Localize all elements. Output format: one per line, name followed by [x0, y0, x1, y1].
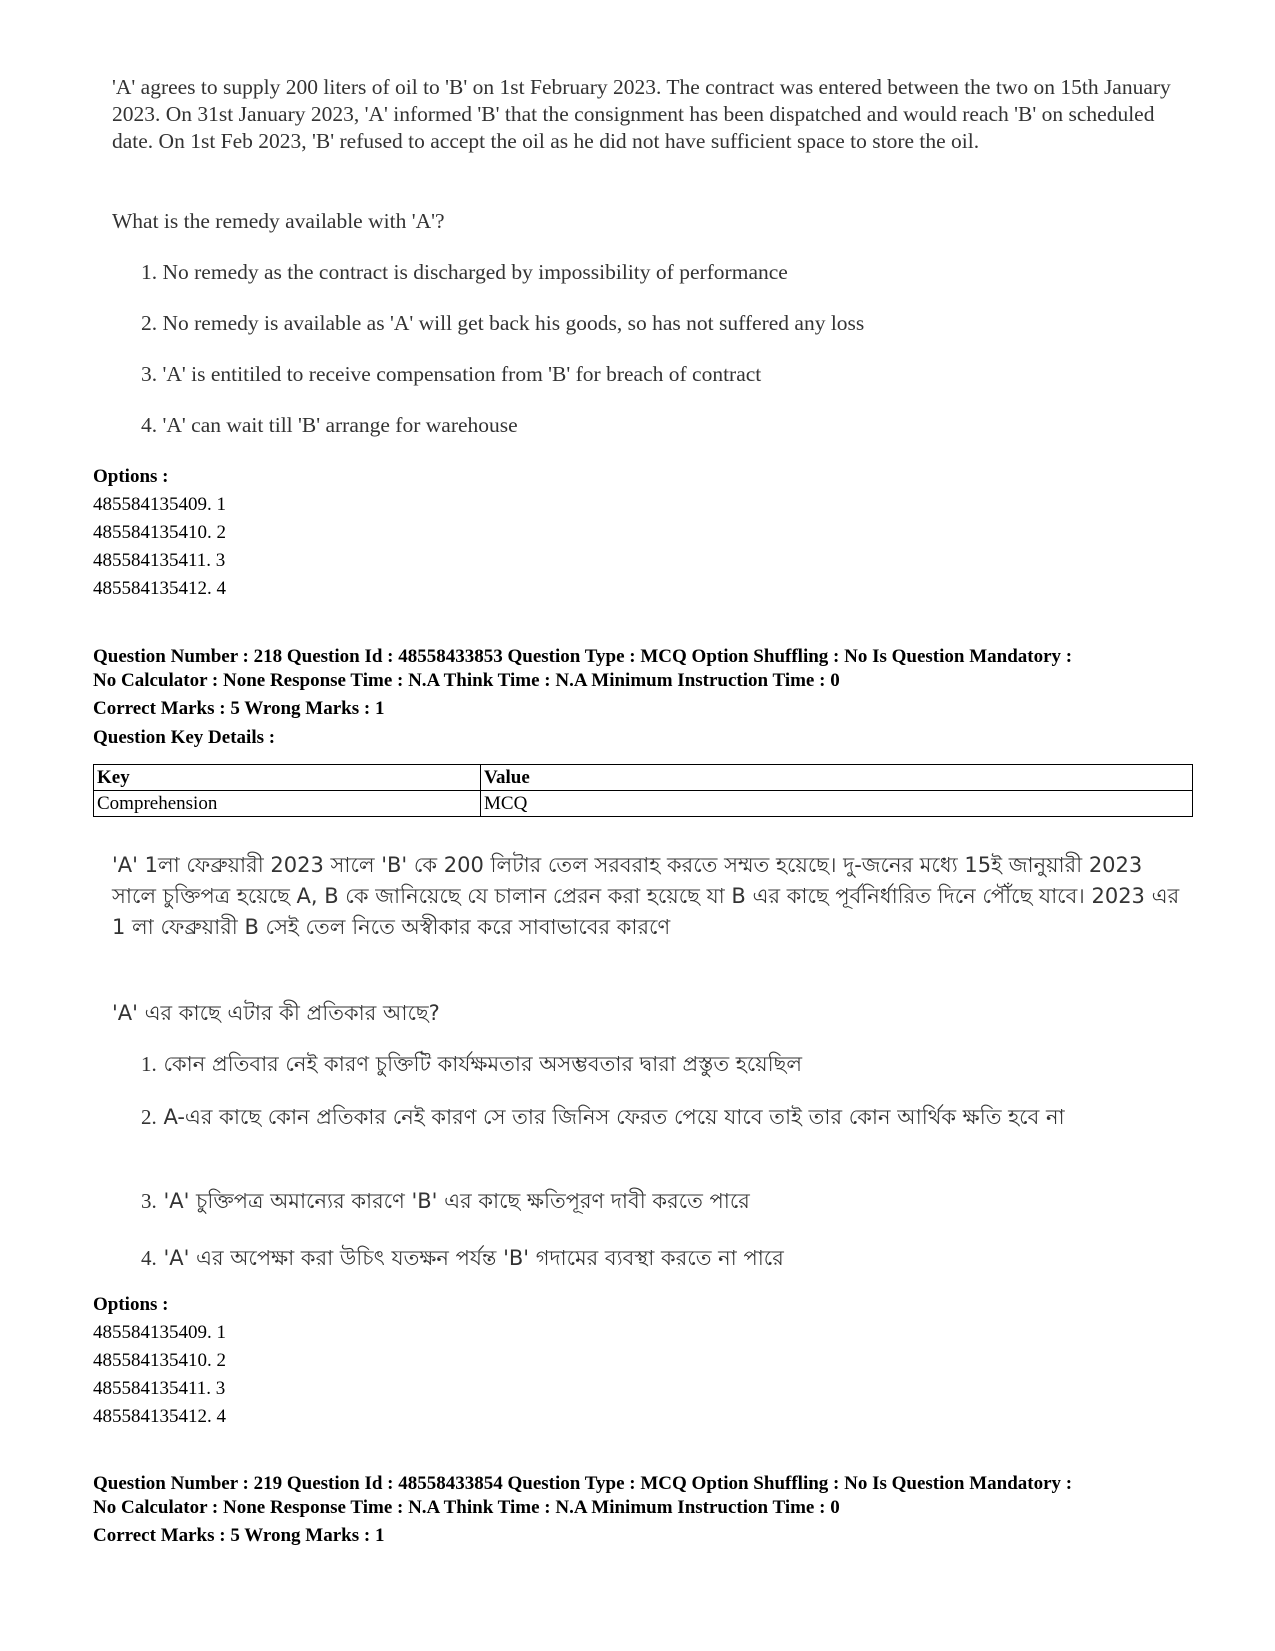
question-marks: Correct Marks : 5 Wrong Marks : 1	[93, 698, 385, 719]
table-header-value: Value	[481, 765, 1193, 791]
option-id-line: 485584135412. 4	[93, 1406, 226, 1427]
bengali-option-2	[141, 1102, 1171, 1133]
question-meta-line: Question Number : 218 Question Id : 48558433853 Question Type : MCQ Option Shuffling : No Is Question Mandatory :	[93, 646, 1073, 667]
english-option-2: 2. No remedy is available as 'A' will get back his goods, so has not suffered any loss	[141, 311, 865, 335]
option-text: কোন প্রতিবার নেই কারণ চুক্তিটি কার্যক্ষমতার অসম্ভবতার দ্বারা প্রস্তুত হয়েছিল	[163, 1052, 802, 1076]
table-header-row	[94, 765, 1193, 791]
english-option-1: 1. No remedy as the contract is discharged by impossibility of performance	[141, 260, 788, 284]
english-question-prompt: What is the remedy available with 'A'?	[112, 209, 445, 233]
question-meta-line: Question Number : 219 Question Id : 48558433854 Question Type : MCQ Option Shuffling : No Is Question Mandatory :	[93, 1473, 1073, 1494]
option-id-line: 485584135410. 2	[93, 1350, 226, 1371]
options-heading: Options :	[93, 1294, 169, 1315]
options-heading: Options :	[93, 466, 169, 487]
bengali-option-1	[141, 1049, 1171, 1080]
table-header-key: Key	[94, 765, 481, 791]
question-marks: Correct Marks : 5 Wrong Marks : 1	[93, 1525, 385, 1546]
question-meta-line: No Calculator : None Response Time : N.A Think Time : N.A Minimum Instruction Time : 0	[93, 1497, 840, 1518]
option-id-line: 485584135410. 2	[93, 522, 226, 543]
table-cell: Comprehension	[94, 791, 481, 817]
bengali-passage: 'A' 1লা ফেব্রুয়ারী 2023 সালে 'B' কে 200 লিটার তেল সরবরাহ করতে সম্মত হয়েছে। দু-জনের মধ্যে 15ই জানুয়ারী 2023 সালে চুক্তিপত্র হয়েছে A, B কে জানিয়েছে যে চালান প্রেরন করা হয়েছে যা B এর কাছে পূর্বনির্ধারিত দিনে পৌঁছে যাবে। 2023 এর 1 লা ফেব্রুয়ারী B সেই তেল নিতে অস্বীকার করে সাবাভাবের কারণে	[112, 853, 1180, 939]
question-key-table	[93, 764, 1193, 817]
option-text: A-এর কাছে কোন প্রতিকার নেই কারণ সে তার জিনিস ফেরত পেয়ে যাবে তাই তার কোন আর্থিক ক্ষতি হবে না	[163, 1105, 1065, 1129]
option-text: 'A' এর অপেক্ষা করা উচিৎ যতক্ষন পর্যন্ত 'B' গদামের ব্যবস্থা করতে না পারে	[163, 1246, 784, 1270]
table-row	[94, 791, 1193, 817]
option-id-line: 485584135412. 4	[93, 578, 226, 599]
option-number: 2.	[141, 1105, 157, 1129]
option-text: 'A' চুক্তিপত্র অমান্যের কারণে 'B' এর কাছে ক্ষতিপূরণ দাবী করতে পারে	[163, 1189, 750, 1213]
question-meta-line: No Calculator : None Response Time : N.A Think Time : N.A Minimum Instruction Time : 0	[93, 670, 840, 691]
table-cell: MCQ	[481, 791, 1193, 817]
option-id-line: 485584135411. 3	[93, 550, 226, 571]
option-number: 4.	[141, 1246, 157, 1270]
option-id-line: 485584135411. 3	[93, 1378, 226, 1399]
english-passage: 'A' agrees to supply 200 liters of oil to 'B' on 1st February 2023. The contract was entered between the two on 15th January 2023. On 31st January 2023, 'A' informed 'B' that the consignment has been dispatched and would reach 'B' on scheduled date. On 1st Feb 2023, 'B' refused to accept the oil as he did not have sufficient space to store the oil.	[112, 75, 1171, 153]
english-option-3: 3. 'A' is entitiled to receive compensation from 'B' for breach of contract	[141, 362, 762, 386]
bengali-option-4	[141, 1243, 1171, 1274]
option-number: 1.	[141, 1052, 157, 1076]
english-option-4: 4. 'A' can wait till 'B' arrange for warehouse	[141, 413, 518, 437]
key-details-heading: Question Key Details :	[93, 727, 276, 748]
option-number: 3.	[141, 1189, 157, 1213]
bengali-question-prompt: 'A' এর কাছে এটার কী প্রতিকার আছে?	[112, 1001, 440, 1025]
option-id-line: 485584135409. 1	[93, 1322, 226, 1343]
option-id-line: 485584135409. 1	[93, 494, 226, 515]
bengali-option-3	[141, 1186, 1171, 1217]
